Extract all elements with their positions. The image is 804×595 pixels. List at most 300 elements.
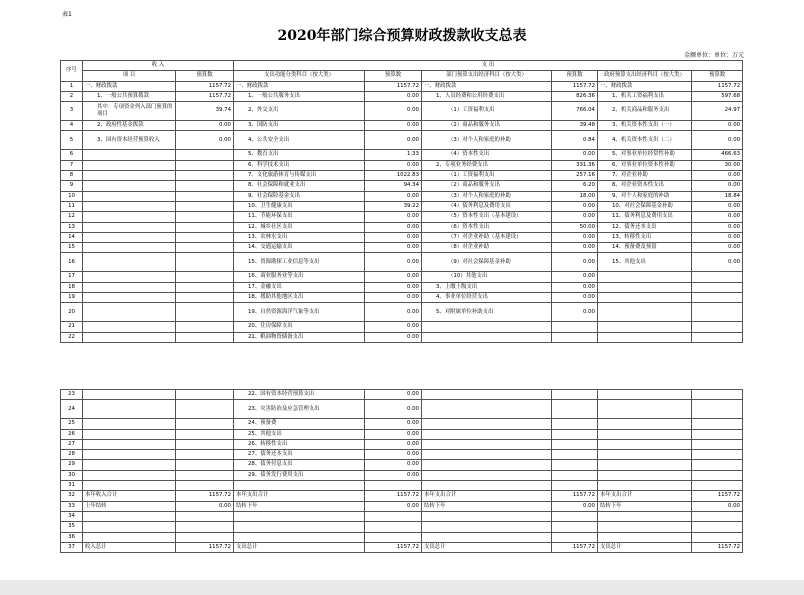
label-cell: 13、农林水支出	[234, 232, 365, 242]
amount-cell	[365, 511, 422, 521]
label-cell: 27、债务还本支出	[234, 450, 365, 460]
amount-cell: 0.00	[692, 201, 743, 211]
label-cell	[83, 400, 176, 419]
row-number: 34	[61, 511, 83, 521]
row-number: 26	[61, 429, 83, 439]
amount-cell: 0.00	[692, 253, 743, 272]
label-cell	[598, 511, 692, 521]
amount-cell	[552, 429, 598, 439]
table-row	[61, 460, 743, 470]
amount-cell: 0.00	[692, 243, 743, 253]
amount-cell	[692, 419, 743, 429]
label-cell: （7）对企业补助（基本建设）	[422, 232, 552, 242]
row-number: 32	[61, 491, 83, 501]
table-row	[61, 439, 743, 449]
table-row	[61, 450, 743, 460]
amount-cell: 0.00	[176, 121, 234, 131]
label-cell: 4、机关资本性支出（二）	[598, 131, 692, 150]
amount-cell	[552, 439, 598, 449]
label-cell	[83, 439, 176, 449]
amount-cell: 6.20	[552, 181, 598, 191]
label-cell: 本年收入合计	[83, 491, 176, 501]
amount-cell: 0.00	[552, 253, 598, 272]
label-cell: （9）对社会保障基金补助	[422, 253, 552, 272]
amount-cell	[176, 191, 234, 201]
amount-cell: 0.00	[176, 131, 234, 150]
amount-cell: 0.00	[692, 131, 743, 150]
label-cell: 收入总计	[83, 542, 176, 552]
label-cell	[83, 181, 176, 191]
label-cell	[598, 282, 692, 292]
amount-cell	[176, 150, 234, 160]
amount-cell: 0.00	[365, 272, 422, 282]
header-income: 收 入	[83, 61, 234, 71]
row-number: 35	[61, 522, 83, 532]
header-budget: 预算数	[365, 71, 422, 81]
label-cell	[83, 160, 176, 170]
label-cell: 2、机关商品和服务支出	[598, 102, 692, 121]
amount-cell	[692, 400, 743, 419]
amount-cell: 766.04	[552, 102, 598, 121]
amount-cell: 0.00	[365, 121, 422, 131]
table-row	[61, 532, 743, 542]
row-number: 19	[61, 293, 83, 303]
amount-cell: 0.00	[552, 201, 598, 211]
label-cell: 5、对附属单位补助支出	[422, 303, 552, 322]
label-cell: 21、粮油物资储备支出	[234, 332, 365, 342]
label-cell	[598, 481, 692, 491]
amount-cell: 1157.72	[692, 491, 743, 501]
label-cell: 11、节能环保支出	[234, 212, 365, 222]
label-cell	[83, 303, 176, 322]
amount-cell: 1022.83	[365, 171, 422, 181]
amount-cell: 1157.72	[176, 81, 234, 91]
table-row	[61, 212, 743, 222]
table-number: 表1	[62, 11, 72, 18]
row-number: 23	[61, 390, 83, 400]
table-row	[61, 121, 743, 131]
label-cell: 1、机关工资福利支出	[598, 91, 692, 101]
table-row	[61, 181, 743, 191]
table-row	[61, 322, 743, 332]
label-cell	[598, 390, 692, 400]
label-cell	[598, 332, 692, 342]
label-cell: 25、其他支出	[234, 429, 365, 439]
row-number: 33	[61, 501, 83, 511]
label-cell	[234, 522, 365, 532]
label-cell	[83, 243, 176, 253]
label-cell	[83, 332, 176, 342]
label-cell	[422, 460, 552, 470]
budget-table-lower	[60, 389, 743, 553]
label-cell	[422, 481, 552, 491]
table-row	[61, 150, 743, 160]
label-cell: 16、商业服务业等支出	[234, 272, 365, 282]
label-cell: 9、社会保险基金支出	[234, 191, 365, 201]
label-cell	[83, 150, 176, 160]
label-cell: 6、科学技术支出	[234, 160, 365, 170]
label-cell	[83, 212, 176, 222]
row-number: 22	[61, 332, 83, 342]
amount-cell: 0.00	[365, 429, 422, 439]
amount-cell	[692, 470, 743, 480]
amount-cell: 0.00	[365, 160, 422, 170]
budget-table-upper	[60, 60, 743, 343]
row-number: 27	[61, 439, 83, 449]
amount-cell: 0.00	[365, 191, 422, 201]
amount-cell: 0.00	[365, 460, 422, 470]
label-cell: 支出总计	[234, 542, 365, 552]
label-cell	[83, 522, 176, 532]
label-cell: （4）资本性支出	[422, 150, 552, 160]
table-row	[61, 191, 743, 201]
amount-cell: 1157.72	[692, 542, 743, 552]
label-cell: 4、公共安全支出	[234, 131, 365, 150]
amount-cell: 0.00	[365, 390, 422, 400]
label-cell: 28、债务付息支出	[234, 460, 365, 470]
table-row	[61, 390, 743, 400]
label-cell	[83, 419, 176, 429]
amount-cell	[692, 511, 743, 521]
label-cell: 26、转移性支出	[234, 439, 365, 449]
table-row	[61, 272, 743, 282]
header-expense: 支 出	[234, 61, 743, 71]
amount-cell: 0.00	[365, 212, 422, 222]
label-cell: 3、机关资本性支出（一）	[598, 121, 692, 131]
label-cell: 23、灾害防治及应急管理支出	[234, 400, 365, 419]
header-budget: 预算数	[552, 71, 598, 81]
amount-cell: 0.00	[365, 293, 422, 303]
label-cell	[422, 511, 552, 521]
amount-cell: 30.00	[692, 160, 743, 170]
label-cell: 8、对企业资本性支出	[598, 181, 692, 191]
label-cell	[83, 201, 176, 211]
amount-cell	[176, 293, 234, 303]
label-cell: 5、对事业单位经常性补助	[598, 150, 692, 160]
amount-cell	[552, 460, 598, 470]
amount-cell	[176, 400, 234, 419]
amount-cell	[176, 181, 234, 191]
label-cell: 20、住房保障支出	[234, 322, 365, 332]
amount-cell	[692, 460, 743, 470]
label-cell	[83, 272, 176, 282]
label-cell: （8）对企业补助	[422, 243, 552, 253]
label-cell: 14、交通运输支出	[234, 243, 365, 253]
label-cell: 结转下年	[598, 501, 692, 511]
header-budget: 预算数	[176, 71, 234, 81]
label-cell	[83, 511, 176, 521]
table-row	[61, 332, 743, 342]
row-number: 4	[61, 121, 83, 131]
label-cell	[83, 322, 176, 332]
label-cell: 支出总计	[598, 542, 692, 552]
label-cell: 15、其他支出	[598, 253, 692, 272]
label-cell: 6、对事业单位资本性补助	[598, 160, 692, 170]
amount-cell	[176, 322, 234, 332]
label-cell: 4、事业单位经营支出	[422, 293, 552, 303]
amount-cell	[692, 303, 743, 322]
table-row	[61, 429, 743, 439]
amount-cell: 0.00	[692, 181, 743, 191]
row-number: 12	[61, 212, 83, 222]
label-cell: 8、社会保障和就业支出	[234, 181, 365, 191]
row-number: 11	[61, 201, 83, 211]
amount-cell: 18.00	[552, 191, 598, 201]
label-cell	[598, 293, 692, 303]
label-cell	[598, 522, 692, 532]
amount-cell: 0.00	[176, 501, 234, 511]
amount-cell: 0.00	[365, 332, 422, 342]
amount-cell: 39.22	[365, 201, 422, 211]
label-cell	[422, 322, 552, 332]
amount-cell: 0.00	[365, 450, 422, 460]
row-number: 14	[61, 232, 83, 242]
label-cell	[598, 429, 692, 439]
amount-cell: 0.00	[692, 501, 743, 511]
amount-cell: 0.00	[365, 102, 422, 121]
amount-cell	[692, 522, 743, 532]
amount-cell: 0.00	[365, 501, 422, 511]
amount-cell: 597.68	[692, 91, 743, 101]
label-cell	[83, 470, 176, 480]
amount-cell: 0.00	[365, 222, 422, 232]
header-func: 支出功能分类科目（按大类）	[234, 71, 365, 81]
label-cell: 一、财政拨款	[234, 81, 365, 91]
amount-cell: 0.00	[552, 150, 598, 160]
label-cell	[422, 450, 552, 460]
amount-cell: 0.00	[365, 470, 422, 480]
amount-cell	[176, 532, 234, 542]
label-cell: 18、援助其他地区支出	[234, 293, 365, 303]
amount-cell	[176, 171, 234, 181]
amount-cell: 1.33	[365, 150, 422, 160]
label-cell	[83, 171, 176, 181]
amount-cell	[176, 212, 234, 222]
label-cell	[598, 460, 692, 470]
label-cell	[83, 191, 176, 201]
amount-cell: 94.34	[365, 181, 422, 191]
table-row	[61, 243, 743, 253]
amount-cell: 257.16	[552, 171, 598, 181]
amount-cell: 1157.72	[552, 491, 598, 501]
amount-cell: 1157.72	[692, 81, 743, 91]
label-cell	[422, 332, 552, 342]
amount-cell: 0.00	[552, 282, 598, 292]
amount-cell: 466.63	[692, 150, 743, 160]
amount-cell	[552, 419, 598, 429]
amount-cell	[176, 450, 234, 460]
amount-cell: 0.00	[552, 501, 598, 511]
row-number: 3	[61, 102, 83, 121]
label-cell: 1、一般公共预算拨款	[83, 91, 176, 101]
row-number: 10	[61, 191, 83, 201]
label-cell	[598, 439, 692, 449]
row-number: 37	[61, 542, 83, 552]
row-number: 2	[61, 91, 83, 101]
label-cell	[83, 222, 176, 232]
label-cell: 一、财政拨款	[83, 81, 176, 91]
row-number: 25	[61, 419, 83, 429]
amount-cell	[176, 222, 234, 232]
amount-cell: 1157.72	[176, 542, 234, 552]
amount-cell: 0.00	[552, 293, 598, 303]
amount-cell	[176, 253, 234, 272]
amount-cell	[176, 439, 234, 449]
unit-label: 金额单位：单位：万元	[683, 52, 744, 59]
amount-cell	[692, 450, 743, 460]
label-cell: 结转下年	[422, 501, 552, 511]
label-cell: 7、对企业补助	[598, 171, 692, 181]
amount-cell	[552, 450, 598, 460]
amount-cell: 0.00	[692, 212, 743, 222]
label-cell: 22、国有资本经营预算支出	[234, 390, 365, 400]
amount-cell	[552, 322, 598, 332]
label-cell: 14、预备费及预留	[598, 243, 692, 253]
label-cell: 1、一般公共服务支出	[234, 91, 365, 101]
amount-cell	[692, 293, 743, 303]
label-cell: 上年结转	[83, 501, 176, 511]
amount-cell: 0.00	[692, 222, 743, 232]
label-cell	[422, 400, 552, 419]
row-number: 6	[61, 150, 83, 160]
amount-cell	[176, 160, 234, 170]
label-cell	[83, 390, 176, 400]
table-row	[61, 201, 743, 211]
amount-cell: 1157.72	[552, 81, 598, 91]
label-cell: （2）商品和服务支出	[422, 181, 552, 191]
label-cell	[83, 429, 176, 439]
table-row	[61, 232, 743, 242]
label-cell	[598, 303, 692, 322]
label-cell: （10）其他支出	[422, 272, 552, 282]
table-row	[61, 501, 743, 511]
amount-cell: 39.74	[176, 102, 234, 121]
amount-cell: 0.00	[552, 272, 598, 282]
row-number: 28	[61, 450, 83, 460]
label-cell: （2）商品和服务支出	[422, 121, 552, 131]
label-cell: 2、专项业务经费支出	[422, 160, 552, 170]
amount-cell: 0.00	[365, 400, 422, 419]
label-cell: 15、资源勘探工业信息等支出	[234, 253, 365, 272]
amount-cell	[176, 201, 234, 211]
amount-cell: 0.00	[365, 439, 422, 449]
label-cell: 24、预备费	[234, 419, 365, 429]
label-cell	[83, 481, 176, 491]
amount-cell: 0.00	[552, 232, 598, 242]
amount-cell	[176, 429, 234, 439]
table-row	[61, 253, 743, 272]
label-cell	[598, 400, 692, 419]
table-row	[61, 470, 743, 480]
amount-cell: 1157.72	[365, 81, 422, 91]
amount-cell: 0.00	[692, 232, 743, 242]
table-row	[61, 222, 743, 232]
label-cell	[598, 532, 692, 542]
amount-cell	[176, 303, 234, 322]
row-number: 20	[61, 303, 83, 322]
amount-cell: 0.00	[365, 131, 422, 150]
label-cell	[598, 419, 692, 429]
row-number: 18	[61, 282, 83, 292]
label-cell: （1）工资福利支出	[422, 171, 552, 181]
amount-cell: 1157.72	[176, 91, 234, 101]
amount-cell: 0.00	[365, 322, 422, 332]
label-cell: 一、财政拨款	[598, 81, 692, 91]
amount-cell	[176, 481, 234, 491]
header-dept: 部门预算支出经济科目（按大类）	[422, 71, 552, 81]
amount-cell	[176, 282, 234, 292]
table-row	[61, 160, 743, 170]
label-cell	[83, 460, 176, 470]
label-cell: 支出总计	[422, 542, 552, 552]
amount-cell: 0.00	[552, 303, 598, 322]
label-cell	[422, 532, 552, 542]
label-cell: 10、对社会保障基金补助	[598, 201, 692, 211]
label-cell	[422, 429, 552, 439]
amount-cell: 24.97	[692, 102, 743, 121]
amount-cell	[176, 470, 234, 480]
label-cell: 11、债务利息及费用支出	[598, 212, 692, 222]
amount-cell	[176, 232, 234, 242]
label-cell: （1）工资福利支出	[422, 102, 552, 121]
label-cell	[234, 511, 365, 521]
amount-cell	[692, 481, 743, 491]
row-number: 1	[61, 81, 83, 91]
amount-cell	[552, 400, 598, 419]
table-row	[61, 400, 743, 419]
row-number: 17	[61, 272, 83, 282]
label-cell	[234, 481, 365, 491]
label-cell: 17、金融支出	[234, 282, 365, 292]
amount-cell: 0.00	[552, 243, 598, 253]
amount-cell	[552, 532, 598, 542]
label-cell: （5）资本性支出（基本建设）	[422, 212, 552, 222]
label-cell: （3）对个人和家庭的补助	[422, 131, 552, 150]
amount-cell	[176, 460, 234, 470]
label-cell	[598, 322, 692, 332]
row-number: 16	[61, 253, 83, 272]
amount-cell: 331.36	[552, 160, 598, 170]
amount-cell	[176, 243, 234, 253]
table-row	[61, 81, 743, 91]
row-number: 5	[61, 131, 83, 150]
label-cell: 7、文化旅游体育与传媒支出	[234, 171, 365, 181]
amount-cell	[552, 390, 598, 400]
amount-cell: 0.00	[692, 171, 743, 181]
label-cell	[598, 272, 692, 282]
label-cell: 29、债务发行费用支出	[234, 470, 365, 480]
amount-cell	[552, 470, 598, 480]
row-number: 29	[61, 460, 83, 470]
amount-cell	[365, 481, 422, 491]
label-cell: 3、国有资本经营预算收入	[83, 131, 176, 150]
amount-cell: 0.00	[365, 243, 422, 253]
amount-cell	[692, 390, 743, 400]
row-number: 15	[61, 243, 83, 253]
amount-cell	[176, 522, 234, 532]
label-cell: （4）债务利息及费用支出	[422, 201, 552, 211]
amount-cell: 1157.72	[365, 542, 422, 552]
table-row	[61, 303, 743, 322]
table-row	[61, 481, 743, 491]
label-cell	[598, 450, 692, 460]
label-cell	[83, 532, 176, 542]
label-cell: 3、上缴上级支出	[422, 282, 552, 292]
label-cell: 12、城乡社区支出	[234, 222, 365, 232]
amount-cell: 39.48	[552, 121, 598, 131]
table-row	[61, 293, 743, 303]
label-cell	[83, 450, 176, 460]
